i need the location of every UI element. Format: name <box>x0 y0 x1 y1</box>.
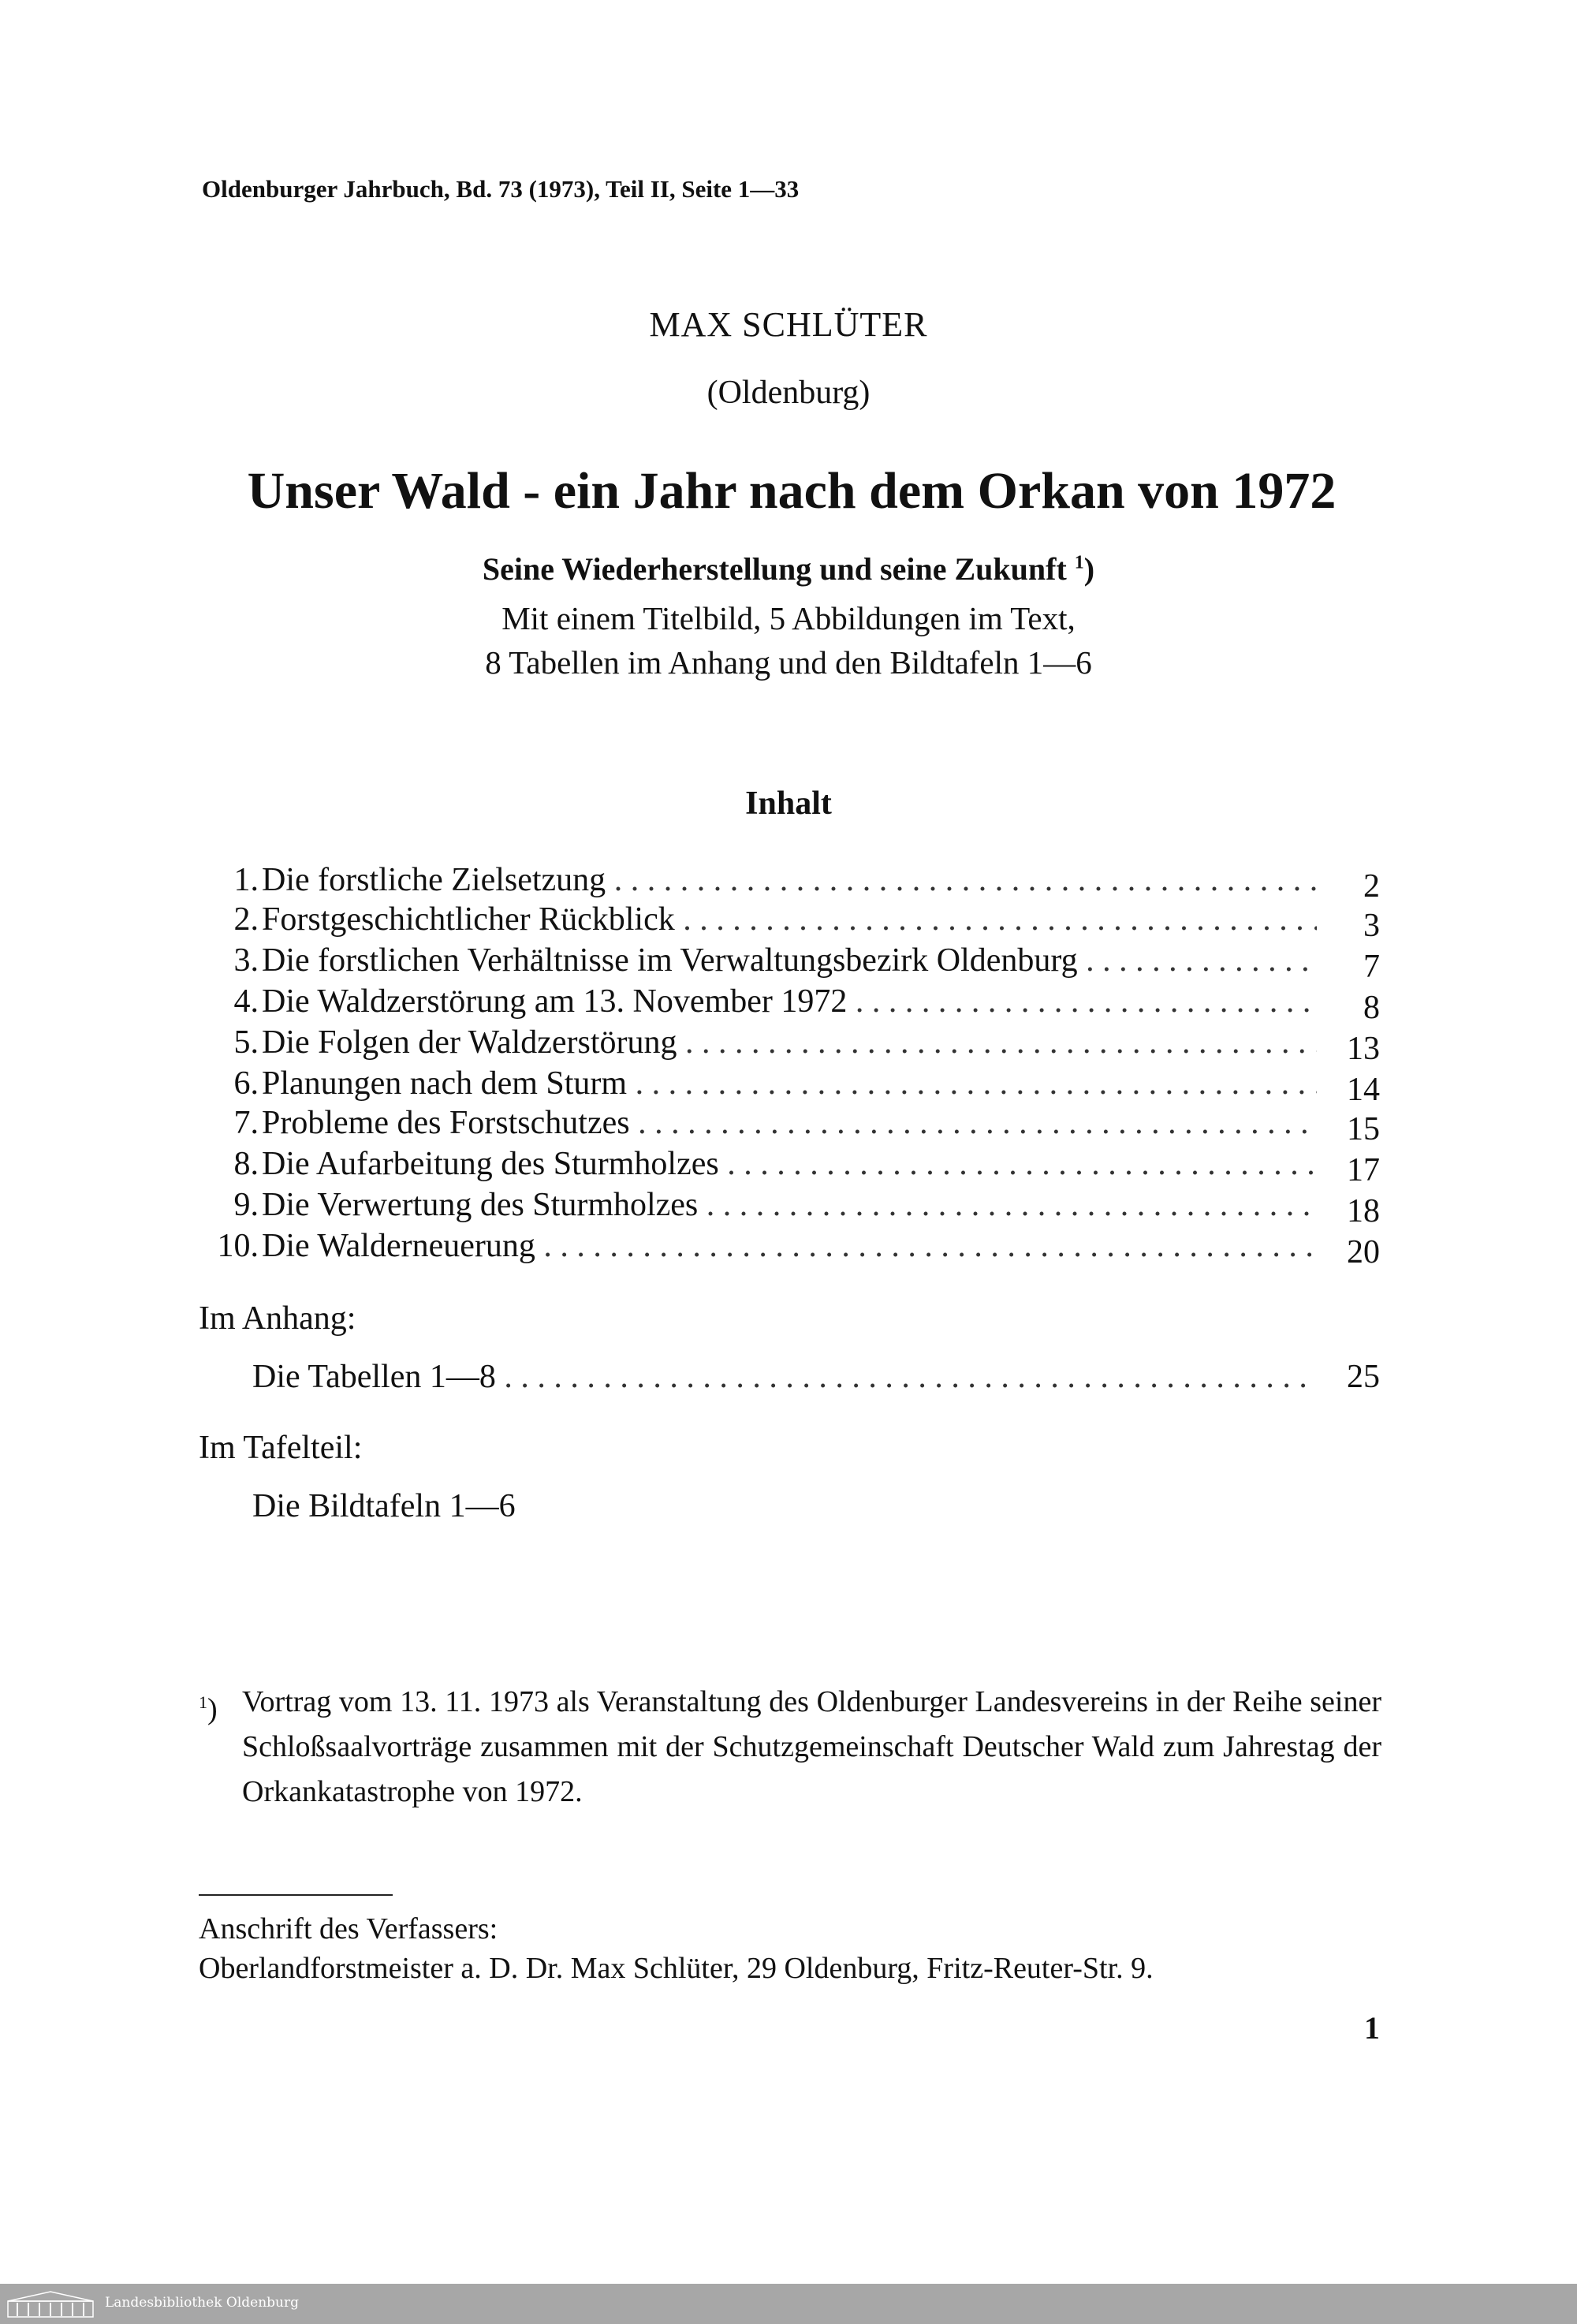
toc-entry-title: Planungen nach dem Sturm . . . <box>262 1065 1317 1102</box>
toc-entry-title: Die Waldzerstörung am 13. November 1972 . . . <box>262 983 1317 1020</box>
toc-entry-number: 4. <box>233 983 259 1020</box>
toc-entry-title: Die Folgen der Waldzerstörung . . . <box>262 1024 1317 1061</box>
article-subtitle <box>0 550 1577 588</box>
appendix-label: Im Anhang: <box>199 1300 356 1337</box>
toc-entry[interactable] <box>196 942 1380 983</box>
subtitle-line-2: 8 Tabellen im Anhang und den Bildtafeln 1—6 <box>485 644 1092 681</box>
toc-entry-page: 17 <box>1347 1152 1380 1188</box>
toc-entry-title: Die Aufarbeitung des Sturmholzes . . . <box>262 1145 1317 1183</box>
plates-entry-title: Die Bildtafeln 1—6 <box>252 1488 516 1524</box>
toc-entry[interactable] <box>196 1065 1380 1106</box>
toc-entry-number: 2. <box>233 901 259 938</box>
author-address: Oberlandforstmeister a. D. Dr. Max Schlüter, 29 Oldenburg, Fritz-Reuter-Str. 9. <box>199 1952 1154 1985</box>
appendix-entry-page: 25 <box>1347 1359 1380 1395</box>
subtitle-footnote-close: ) <box>1083 551 1095 587</box>
toc-entry-page: 13 <box>1347 1031 1380 1067</box>
toc-entry-number: 1. <box>233 862 259 898</box>
toc-entry-number: 8. <box>233 1146 259 1182</box>
author-address-label: Anschrift des Verfassers: <box>199 1912 498 1945</box>
toc-entry-number: 6. <box>233 1065 259 1102</box>
toc-entry[interactable] <box>196 1227 1380 1268</box>
author-place: (Oldenburg) <box>706 375 871 411</box>
subtitle-footnote-mark[interactable]: 1 <box>1074 552 1084 573</box>
library-name[interactable]: Landesbibliothek Oldenburg <box>105 2295 300 2311</box>
toc-heading: Inhalt <box>745 785 832 822</box>
toc-entry-title: Die Walderneuerung . . . <box>262 1227 1317 1265</box>
toc-entry-number: 7. <box>233 1105 259 1141</box>
toc-entry-title: Die Verwertung des Sturmholzes . . . <box>262 1186 1317 1224</box>
toc-entry-number: 3. <box>233 942 259 979</box>
toc-entry-title: Probleme des Forstschutzes . . . <box>262 1104 1317 1142</box>
toc-entry-number: 9. <box>233 1187 259 1223</box>
toc-entry-title: Die forstlichen Verhältnisse im Verwaltungsbezirk Oldenburg . . . <box>262 942 1317 979</box>
subtitle-line-1: Mit einem Titelbild, 5 Abbildungen im Text, <box>501 600 1076 636</box>
toc-entry-page: 14 <box>1347 1072 1380 1108</box>
toc-entry-page: 15 <box>1347 1111 1380 1147</box>
footnote-mark <box>199 1680 218 1733</box>
library-building-icon <box>6 2290 95 2318</box>
author-name: MAX SCHLÜTER <box>649 305 928 344</box>
footnote-text: Vortrag vom 13. 11. 1973 als Veranstaltung des Oldenburger Landesvereins in der Reihe seiner Schloßsaalvorträge zusammen mit der Schutzgemeinschaft Deutscher Wald zum Jahrestag der Orkankatastrophe von 1972. <box>242 1685 1381 1808</box>
article-title: Unser Wald - ein Jahr nach dem Orkan von 1972 <box>247 462 1337 520</box>
plates-label: Im Tafelteil: <box>199 1430 363 1466</box>
toc-entry[interactable] <box>196 861 1380 905</box>
footnote <box>199 1680 1381 1815</box>
library-footer-bar <box>0 2284 1577 2324</box>
toc-entry[interactable] <box>196 983 1380 1024</box>
toc-entry-page: 18 <box>1347 1193 1380 1229</box>
toc-entry[interactable] <box>196 1186 1380 1227</box>
toc-entry-number: 10. <box>217 1228 259 1264</box>
toc-entry-page: 20 <box>1347 1234 1380 1270</box>
toc-entry-title: Forstgeschichtlicher Rückblick . . . <box>262 901 1317 938</box>
toc-entry[interactable] <box>196 1104 1380 1145</box>
toc-entry-page: 3 <box>1363 908 1380 944</box>
subtitle-text: Seine Wiederherstellung und seine Zukunft <box>482 551 1067 587</box>
toc-entry-page: 7 <box>1363 949 1380 985</box>
footnote-mark-close: ) <box>207 1692 218 1726</box>
toc-entry-page: 2 <box>1363 868 1380 905</box>
journal-citation: Oldenburger Jahrbuch, Bd. 73 (1973), Teil II, Seite 1—33 <box>202 175 800 203</box>
toc-entry[interactable] <box>196 1145 1380 1186</box>
toc-entry-number: 5. <box>233 1024 259 1061</box>
footnote-mark-number: 1 <box>199 1692 207 1712</box>
appendix-entry-title: Die Tabellen 1—8 . . . <box>252 1358 1317 1396</box>
toc-entry-title: Die forstliche Zielsetzung . . . <box>262 861 1317 899</box>
toc-entry[interactable] <box>196 901 1380 942</box>
toc-entry[interactable] <box>196 1024 1380 1065</box>
toc-entry-page: 8 <box>1363 990 1380 1026</box>
page-number: 1 <box>1364 2010 1380 2046</box>
footnote-divider <box>199 1894 393 1896</box>
